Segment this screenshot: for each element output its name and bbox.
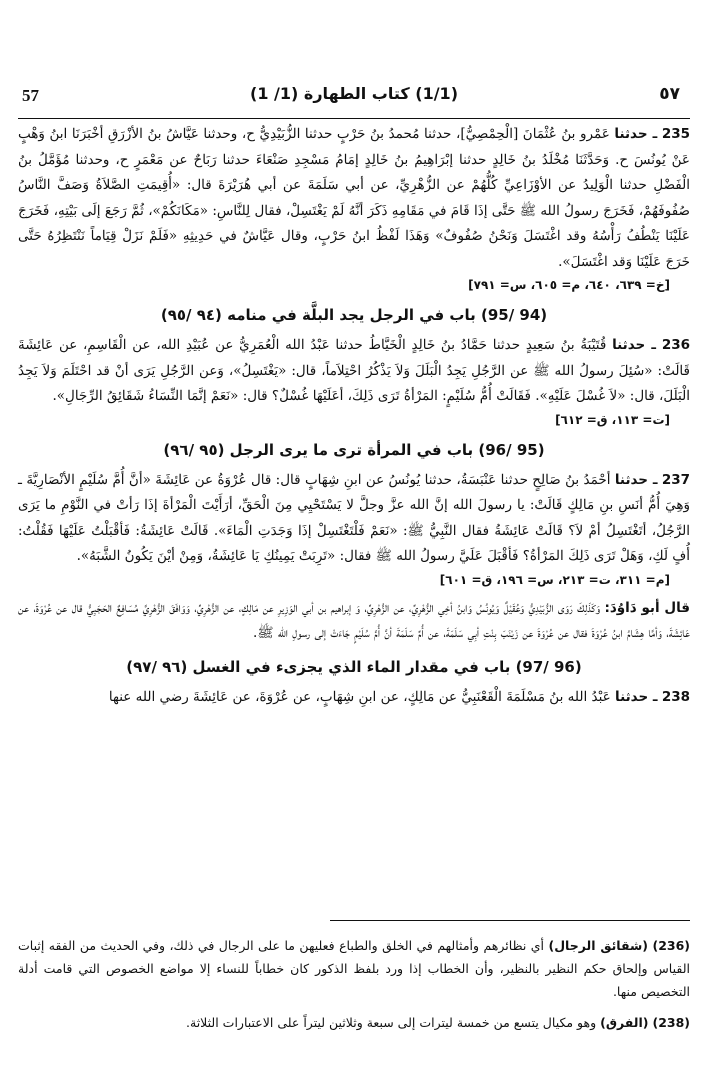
- hadith-text: أحْمَدُ بنُ صَالِحٍ حدثنا عَنْبَسَةُ، حدثنا يُونُسُ عن ابنِ شِهَابٍ قال: قال عُرْوَةُ عن عَائِشَةَ «أنَّ أُمَّ سُلَيْمٍ الأنْصَارِيَّةَ ـ وَهِيَ أُمُّ أنَسِ بنِ مَالِكٍ قَالَتْ: يا رسولَ الله إنَّ الله عزَّ وجلَّ لا يَسْتَحْيِي مِنَ الْحَقِّ، أرَأَيْتَ الْمَرْأةَ إذَا رَأتْ في النَّوْمِ ما يَرَى الرَّجُلُ، أتَغْتَسِلُ أمْ لاَ؟ قَالَتْ عَائِشَةُ فقال النَّبِيُّ ﷺ: «نَعَمْ فَلْتَغْتَسِلْ إذَا وَجَدَتِ الْمَاءَ». قَالَتْ عَائِشَةُ: فَأقْبَلْتُ عَلَيْهَا فَقُلْتُ: أُفٍ لَكِ، وَهَلْ تَرَى ذَلِكَ المَرْأةُ؟ فَأقْبَلَ عَلَيَّ رسولُ الله ﷺ فقال: «تَرِبَتْ يَمِينُكِ يَا عَائِشَةُ، وَمِنْ أيْنَ يَكُونُ الشَّبَهُ».: [18, 471, 690, 564]
- running-title: (1/1) كتاب الطهارة (1/ 1): [250, 84, 458, 103]
- footnote-238: [18, 1011, 690, 1034]
- hadith-text: عَبْدُ الله بنُ مَسْلَمَةَ الْقَعْنَبِيُّ عن مَالِكٍ، عن ابنِ شِهَابٍ، عن عُرْوَةَ، عن عَائِشَةَ رضي الله عنها: [108, 688, 611, 705]
- hadith-refs: [م= ٣١١، ت= ٢١٣، س= ١٩٦، ق= ٦٠١]: [439, 572, 670, 587]
- hadith-refs: [ت= ١١٣، ق= ٦١٢]: [555, 412, 670, 427]
- hadith-refs: [خ= ٦٣٩، ٦٤٠، م= ٦٠٥، س= ٧٩١]: [468, 278, 670, 292]
- hadith-text: عَمْرو بنُ عُثْمَانَ [الْحِمْصِيُّ]، حدثنا مُحمدُ بنُ حَرْبٍ حدثنا الزُّبَيْدِيُّ ح، وحدثنا عَيَّاشُ بنُ الأزْرَقِ أخْبَرَنَا ابنُ وَهْبٍ عَنْ يُونُسَ ح. وَحَدَّثَنَا مُخْلَدُ بنُ خَالِدٍ حدثنا إبْرَاهِيمُ بنُ خَالِدٍ إمَامُ مَسْجِدِ صَنْعَاءَ حدثنا رَبَاحٌ عن مَعْمَرٍ ح، وحدثنا مُؤَمَّلُ بنُ الْفَضْلِ حدثنا الْوَلِيدُ عن الأوْزَاعِيِّ كُلُّهُمْ عن الزُّهْرِيِّ، عن أبي سَلَمَةَ عن أبي هُرَيْرَةَ قال: «أُقِيمَتِ الصَّلاَةُ وَصَفَّ النَّاسُ صُفُوفَهُمْ، فَخَرَجَ رسولُ الله ﷺ حَتَّى إذَا قَامَ في مَقَامِهِ ذَكَرَ أنَّهُ لَمْ يَغْتَسِلْ، فقال لِلنَّاسِ: «مَكَانَكُمْ»، ثُمَّ رَجَعَ إلَى بَيْتِهِ، فَخَرَجَ عَلَيْنَا يَنْطُفُ رَأْسُهُ وقد اغْتَسَلَ وَنَحْنُ صُفُوفٌ» وَهَذَا لَفْظُ ابنُ حَرْبٍ، وقال عَيَّاشٌ في حَدِيثِهِ «فَلَمْ نَزَلْ قِيَاماً نَنْتَظِرُهُ حَتَّى خَرَجَ عَلَيْنَا وَقد اغْتَسَلَ».: [18, 126, 690, 270]
- hadith-237: 237 ـ حدثنا أحْمَدُ بنُ صَالِحٍ حدثنا عَنْبَسَةُ، حدثنا يُونُسُ عن ابنِ شِهَابٍ قال: قال عُرْوَةُ عن عَائِشَةَ «أنَّ أُمَّ سُلَيْمٍ الأنْصَارِيَّةَ ـ وَهِيَ أُمُّ أنَسِ بنِ مَالِكٍ قَالَتْ: يا رسولَ الله إنَّ الله عزَّ وجلَّ لا يَسْتَحْيِي مِنَ الْحَقِّ، أرَأَيْتَ الْمَرْأةَ إذَا رَأتْ في النَّوْمِ ما يَرَى الرَّجُلُ، أتَغْتَسِلُ أمْ لاَ؟ قَالَتْ عَائِشَةُ فقال النَّبِيُّ ﷺ: «نَعَمْ فَلْتَغْتَسِلْ إذَا وَجَدَتِ الْمَاءَ». قَالَتْ عَائِشَةُ: فَأقْبَلْتُ عَلَيْهَا فَقُلْتُ: أُفٍ لَكِ، وَهَلْ تَرَى ذَلِكَ المَرْأةُ؟ فَأقْبَلَ عَلَيَّ رسولُ الله ﷺ فقال: «تَرِبَتْ يَمِينُكِ يَا عَائِشَةُ، وَمِنْ أيْنَ يَكُونُ الشَّبَهُ».: [18, 471, 690, 564]
- comment-lead: قال أبو دَاوُدَ:: [604, 599, 690, 616]
- abu-dawud-comment: [18, 596, 690, 647]
- footnote-rule: [330, 920, 690, 921]
- hadith-lead: حدثنا: [612, 337, 646, 353]
- hadith-lead: حدثنا: [614, 471, 649, 488]
- page-number-arabic: ٥٧: [659, 84, 680, 104]
- hadith-number: 235: [661, 126, 690, 142]
- page-header: [0, 78, 708, 118]
- hadith-lead: حدثنا: [615, 688, 649, 705]
- hadith-number: 237: [661, 471, 690, 488]
- hadith-235: 235 ـ حدثنا عَمْرو بنُ عُثْمَانَ [الْحِمْصِيُّ]، حدثنا مُحمدُ بنُ حَرْبٍ حدثنا الزُّبَيْدِيُّ ح، وحدثنا عَيَّاشُ بنُ الأزْرَقِ أخْبَرَنَا ابنُ وَهْبٍ عَنْ يُونُسَ ح. وَحَدَّثَنَا مُخْلَدُ بنُ خَالِدٍ حدثنا إبْرَاهِيمُ بنُ خَالِدٍ إمَامُ مَسْجِدِ صَنْعَاءَ حدثنا رَبَاحٌ عن مَعْمَرٍ ح، وحدثنا مُؤَمَّلُ بنُ الْفَضْلِ حدثنا الْوَلِيدُ عن الأوْزَاعِيِّ كُلُّهُمْ عن الزُّهْرِيِّ، عن أبي سَلَمَةَ عن أبي هُرَيْرَةَ قال: «أُقِيمَتِ الصَّلاَةُ وَصَفَّ النَّاسُ صُفُوفَهُمْ، فَخَرَجَ رسولُ الله ﷺ حَتَّى إذَا قَامَ في مَقَامِهِ ذَكَرَ أنَّهُ لَمْ يَغْتَسِلْ، فقال لِلنَّاسِ: «مَكَانَكُمْ»، ثُمَّ رَجَعَ إلَى بَيْتِهِ، فَخَرَجَ عَلَيْنَا يَنْطُفُ رَأْسُهُ وقد اغْتَسَلَ وَنَحْنُ صُفُوفٌ» وَهَذَا لَفْظُ ابنُ حَرْبٍ، وقال عَيَّاشٌ في حَدِيثِهِ «فَلَمْ نَزَلْ قِيَاماً نَنْتَظِرُهُ حَتَّى خَرَجَ عَلَيْنَا وَقد اغْتَسَلَ».: [18, 126, 690, 270]
- footnote-term: (الفرق): [600, 1015, 649, 1030]
- footnote-number: (238): [652, 1015, 690, 1030]
- main-text: [18, 122, 690, 710]
- chapter-heading-96: (96 /97) باب في مقدار الماء الذي يجزىء في الغسل (٩٦ /٩٧): [126, 657, 582, 676]
- footnote-number: (236): [652, 938, 691, 953]
- hadith-number: 238: [661, 688, 690, 705]
- footnote-text: وهو مكيال يتسع من خمسة ليترات إلى سبعة وثلاثين ليتراً على الاعتبارات الثلاثة.: [186, 1015, 597, 1030]
- hadith-number: 236: [661, 337, 690, 353]
- hadith-236: 236 ـ حدثنا قُتَيْبَةُ بنُ سَعِيدٍ حدثنا حَمَّادُ بنُ خَالِدٍ الْخَيَّاطُ حدثنا عَبْدُ الله الْعُمَرِيُّ عن عُبَيْدِ الله، عن الْقَاسِمِ، عن عَائِشَةَ قَالَتْ: «سُئِلَ رسولُ الله ﷺ عن الرَّجُلِ يَجِدُ الْبَلَلَ وَلاَ يَذْكُرُ احْتِلاَماً، قال: «يَغْتَسِلُ»، وَعن الرَّجُلِ يَرَى أنْ قد احْتَلَمَ وَلاَ يَجِدُ الْبَلَلَ، قال: «لاَ غُسْلَ عَلَيْهِ». فَقَالَتْ أُمُّ سُلَيْمٍ: المَرْأةُ تَرَى ذَلِكَ، أعَلَيْهَا غُسْلٌ؟ قال: «نَعَمْ إنَّمَا النِّسَاءُ شَقَائِقُ الرِّجَالِ».: [18, 337, 690, 404]
- chapter-heading-95: (95 /96) باب في المرأة ترى ما يرى الرجل (٩٥ /٩٦): [163, 440, 545, 459]
- hadith-lead: حدثنا: [614, 126, 648, 142]
- comment-text: وَكَذَلِكَ رَوَى الزُّبَيْدِيُّ وَعُقَيْلٌ وَيُونُسُ وَابنُ أخِي الزُّهْرِيِّ، عن الزُّهْرِيِّ، وَ إبراهيم بن أبي الوَزِيرِ عن مَالِكٍ، عن الزُّهْرِيِّ، وَوَافَقَ الزُّهْرِيَّ مُسَافِعٌ الحَجَبِيُّ قال عن عُرْوَةَ، عن عَائِشَةَ، وَأمَّا هِشَامُ ابنُ عُرْوَةَ فقال عن عُرْوَةَ عن زَيْنَبَ بِنْتِ أبِي سَلَمَةَ، عن أُمِّ سَلَمَةَ أنَّ أُمَّ سُلَيْمٍ جَاءَتْ إلى رسولِ الله ﷺ.: [18, 599, 690, 641]
- footnotes: [18, 934, 690, 1042]
- header-rule: [18, 118, 690, 119]
- hadith-238: 238 ـ حدثنا عَبْدُ الله بنُ مَسْلَمَةَ الْقَعْنَبِيُّ عن مَالِكٍ، عن ابنِ شِهَابٍ، عن عُرْوَةَ، عن عَائِشَةَ رضي الله عنها: [108, 688, 690, 705]
- footnote-236: [18, 934, 690, 1003]
- footnote-term: (شقائق الرجال): [548, 938, 649, 953]
- chapter-heading-94: (94 /95) باب في الرجل يجد البلَّة في منامه (٩٤ /٩٥): [160, 306, 548, 324]
- page-number-latin: 57: [22, 86, 39, 105]
- footnote-text: أي نظائرهم وأمثالهم في الخلق والطباع فعليهن ما على الرجال في ذلك، وفي الحديث من الفقه إثبات القياس وإلحاق حكم النظير بالنظير، وأن الخطاب إذا ورد بلفظ الذكور كان خطاباً للنساء إلا مواضع الخصوص التي قامت أدلة التخصيص منها.: [18, 938, 690, 999]
- hadith-text: قُتَيْبَةُ بنُ سَعِيدٍ حدثنا حَمَّادُ بنُ خَالِدٍ الْخَيَّاطُ حدثنا عَبْدُ الله الْعُمَرِيُّ عن عُبَيْدِ الله، عن الْقَاسِمِ، عن عَائِشَةَ قَالَتْ: «سُئِلَ رسولُ الله ﷺ عن الرَّجُلِ يَجِدُ الْبَلَلَ وَلاَ يَذْكُرُ احْتِلاَماً، قال: «يَغْتَسِلُ»، وَعن الرَّجُلِ يَرَى أنْ قد احْتَلَمَ وَلاَ يَجِدُ الْبَلَلَ، قال: «لاَ غُسْلَ عَلَيْهِ». فَقَالَتْ أُمُّ سُلَيْمٍ: المَرْأةُ تَرَى ذَلِكَ، أعَلَيْهَا غُسْلٌ؟ قال: «نَعَمْ إنَّمَا النِّسَاءُ شَقَائِقُ الرِّجَالِ».: [18, 337, 690, 404]
